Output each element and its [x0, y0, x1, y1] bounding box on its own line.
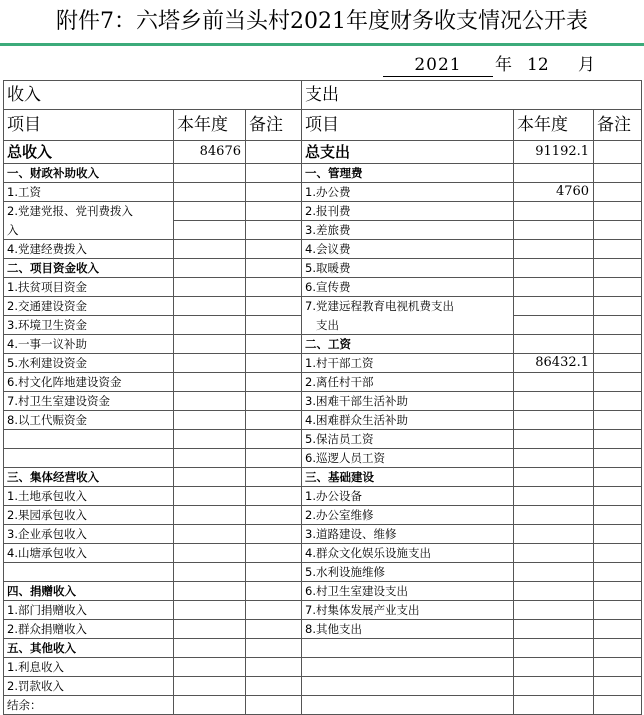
expense-value-cell: [514, 468, 594, 487]
expense-value-cell: [514, 544, 594, 563]
date-month: 12: [527, 55, 549, 75]
expense-item-cell: 8.其他支出: [302, 620, 514, 639]
finance-table: [3, 80, 642, 715]
income-item-cell: 3.企业承包收入: [4, 525, 174, 544]
income-value-cell: [174, 316, 246, 335]
table-row: [4, 297, 642, 316]
table-row: [4, 335, 642, 354]
expense-value-cell: [514, 525, 594, 544]
expense-item-cell: 三、基础建设: [302, 468, 514, 487]
income-value-cell: [174, 506, 246, 525]
income-value-cell: [174, 297, 246, 316]
table-row: [4, 259, 642, 278]
total-income-label: 总收入: [4, 141, 174, 164]
expense-value-cell: [514, 620, 594, 639]
expense-item-cell: 6.宣传费: [302, 278, 514, 297]
expense-value-cell: [514, 411, 594, 430]
income-item-cell: 五、其他收入: [4, 639, 174, 658]
expense-remark-cell: [594, 392, 642, 411]
income-item-cell: 1.部门捐赠收入: [4, 601, 174, 620]
income-remark-cell: [246, 240, 302, 259]
expense-remark-cell: [594, 677, 642, 696]
income-item-cell: 6.村文化阵地建设资金: [4, 373, 174, 392]
table-row: [4, 164, 642, 183]
expense-remark-cell: [594, 487, 642, 506]
income-remark-cell: [246, 297, 302, 316]
expense-value-cell: [514, 696, 594, 715]
expense-remark-cell: [594, 183, 642, 202]
table-row: [4, 639, 642, 658]
income-item-cell: 2.群众捐赠收入: [4, 620, 174, 639]
expense-item-cell: 3.差旅费: [302, 221, 514, 240]
income-remark-cell: [246, 506, 302, 525]
income-remark-cell: [246, 525, 302, 544]
income-value-cell: [174, 544, 246, 563]
expense-item-cell: 1.办公设备: [302, 487, 514, 506]
income-value-cell: [174, 468, 246, 487]
expense-year-header: 本年度: [514, 110, 594, 141]
table-row: [4, 316, 642, 335]
expense-remark-cell: [594, 658, 642, 677]
table-row: [4, 449, 642, 468]
income-value-cell: [174, 601, 246, 620]
income-item-cell: 4.山塘承包收入: [4, 544, 174, 563]
table-row: [4, 525, 642, 544]
expense-value-cell: [514, 202, 594, 221]
expense-remark-cell: [594, 373, 642, 392]
total-expense-value: 91192.1: [514, 141, 594, 164]
income-item-cell: [4, 430, 174, 449]
income-item-header: 项目: [4, 110, 174, 141]
expense-item-cell: [302, 639, 514, 658]
expense-value-cell: [514, 430, 594, 449]
expense-item-cell: 1.村干部工资: [302, 354, 514, 373]
expense-value-cell: [514, 639, 594, 658]
expense-value-cell: [514, 335, 594, 354]
table-row: [4, 202, 642, 221]
income-item-cell: 四、捐赠收入: [4, 582, 174, 601]
expense-value-cell: [514, 259, 594, 278]
report-date: [0, 54, 644, 80]
expense-item-cell: 5.水利设施维修: [302, 563, 514, 582]
expense-item-cell: 二、工资: [302, 335, 514, 354]
income-value-cell: [174, 487, 246, 506]
income-value-cell: [174, 525, 246, 544]
income-remark-cell: [246, 316, 302, 335]
table-row: [4, 582, 642, 601]
total-expense-remark: [594, 141, 642, 164]
income-value-cell: [174, 278, 246, 297]
income-value-cell: [174, 259, 246, 278]
expense-item-header: 项目: [302, 110, 514, 141]
expense-value-cell: [514, 221, 594, 240]
income-item-cell: 2.党建党报、党刊费拨入: [4, 202, 174, 221]
expense-value-cell: [514, 582, 594, 601]
expense-remark-cell: [594, 259, 642, 278]
income-value-cell: [174, 392, 246, 411]
expense-value-cell: [514, 449, 594, 468]
income-item-cell: 4.一事一议补助: [4, 335, 174, 354]
income-remark-cell: [246, 430, 302, 449]
income-item-cell: 三、集体经营收入: [4, 468, 174, 487]
expense-item-cell: 3.困难干部生活补助: [302, 392, 514, 411]
table-row: [4, 601, 642, 620]
total-income-remark: [246, 141, 302, 164]
income-remark-cell: [246, 582, 302, 601]
expense-item-cell: 4.群众文化娱乐设施支出: [302, 544, 514, 563]
expense-item-cell: 2.报刊费: [302, 202, 514, 221]
date-year: 2021: [383, 54, 493, 77]
expense-remark-cell: [594, 468, 642, 487]
income-remark-cell: [246, 620, 302, 639]
income-item-cell: 2.果园承包收入: [4, 506, 174, 525]
expense-item-cell: 5.保洁员工资: [302, 430, 514, 449]
table-row: [4, 354, 642, 373]
income-remark-cell: [246, 487, 302, 506]
table-row: [4, 468, 642, 487]
income-value-cell: [174, 354, 246, 373]
income-item-cell: 5.水利建设资金: [4, 354, 174, 373]
expense-remark-cell: [594, 430, 642, 449]
income-value-cell: [174, 335, 246, 354]
income-remark-cell: [246, 468, 302, 487]
table-row: [4, 696, 642, 715]
expense-item-cell: 7.党建远程教育电视机费支出: [302, 297, 514, 316]
expense-remark-cell: [594, 164, 642, 183]
income-year-header: 本年度: [174, 110, 246, 141]
income-item-cell: 1.工资: [4, 183, 174, 202]
income-value-cell: [174, 221, 246, 240]
expense-item-cell: [302, 677, 514, 696]
income-remark-cell: [246, 563, 302, 582]
table-row: [4, 221, 642, 240]
expense-value-cell: 86432.1: [514, 354, 594, 373]
expense-remark-cell: [594, 411, 642, 430]
income-remark-cell: [246, 411, 302, 430]
income-remark-cell: [246, 335, 302, 354]
expense-remark-cell: [594, 544, 642, 563]
expense-value-cell: [514, 677, 594, 696]
expense-remark-cell: [594, 240, 642, 259]
expense-value-cell: 4760: [514, 183, 594, 202]
income-item-cell: 一、财政补助收入: [4, 164, 174, 183]
expense-remark-header: 备注: [594, 110, 642, 141]
expense-item-cell: [302, 696, 514, 715]
income-item-cell: 4.党建经费拨入: [4, 240, 174, 259]
expense-value-cell: [514, 487, 594, 506]
table-row: [4, 392, 642, 411]
table-row: [4, 563, 642, 582]
income-section-header: 收入: [4, 81, 302, 110]
column-header-row: [4, 110, 642, 141]
income-item-cell: 2.罚款收入: [4, 677, 174, 696]
expense-value-cell: [514, 506, 594, 525]
income-value-cell: [174, 639, 246, 658]
expense-value-cell: [514, 278, 594, 297]
total-income-value: 84676: [174, 141, 246, 164]
income-value-cell: [174, 677, 246, 696]
income-remark-cell: [246, 278, 302, 297]
table-row: [4, 278, 642, 297]
expense-value-cell: [514, 658, 594, 677]
expense-item-cell: 2.离任村干部: [302, 373, 514, 392]
income-value-cell: [174, 430, 246, 449]
income-remark-cell: [246, 221, 302, 240]
table-row: [4, 487, 642, 506]
expense-value-cell: [514, 240, 594, 259]
income-value-cell: [174, 696, 246, 715]
income-item-cell: 1.土地承包收入: [4, 487, 174, 506]
income-value-cell: [174, 411, 246, 430]
expense-section-header: 支出: [302, 81, 642, 110]
total-expense-label: 总支出: [302, 141, 514, 164]
income-remark-cell: [246, 658, 302, 677]
income-remark-header: 备注: [246, 110, 302, 141]
expense-remark-cell: [594, 316, 642, 335]
income-value-cell: [174, 620, 246, 639]
expense-value-cell: [514, 601, 594, 620]
income-remark-cell: [246, 183, 302, 202]
date-year-unit: 年: [495, 55, 512, 75]
totals-row: [4, 141, 642, 164]
table-row: [4, 506, 642, 525]
income-remark-cell: [246, 259, 302, 278]
expense-remark-cell: [594, 601, 642, 620]
income-remark-cell: [246, 373, 302, 392]
income-value-cell: [174, 658, 246, 677]
expense-remark-cell: [594, 525, 642, 544]
income-remark-cell: [246, 639, 302, 658]
expense-remark-cell: [594, 696, 642, 715]
income-value-cell: [174, 449, 246, 468]
income-item-cell: 结余：: [4, 696, 174, 715]
income-remark-cell: [246, 354, 302, 373]
table-row: [4, 411, 642, 430]
expense-value-cell: [514, 297, 594, 316]
expense-value-cell: [514, 392, 594, 411]
expense-remark-cell: [594, 449, 642, 468]
expense-remark-cell: [594, 354, 642, 373]
expense-item-cell: 4.困难群众生活补助: [302, 411, 514, 430]
income-item-cell: 8.以工代赈资金: [4, 411, 174, 430]
expense-remark-cell: [594, 506, 642, 525]
expense-value-cell: [514, 164, 594, 183]
expense-value-cell: [514, 373, 594, 392]
income-value-cell: [174, 373, 246, 392]
table-row: [4, 677, 642, 696]
income-item-cell: 二、项目资金收入: [4, 259, 174, 278]
expense-item-cell: 1.办公费: [302, 183, 514, 202]
section-header-row: [4, 81, 642, 110]
expense-remark-cell: [594, 620, 642, 639]
income-value-cell: [174, 582, 246, 601]
date-month-unit: 月: [578, 55, 595, 75]
income-value-cell: [174, 563, 246, 582]
expense-item-cell: 支出: [302, 316, 514, 335]
table-row: [4, 620, 642, 639]
income-item-cell: 1.利息收入: [4, 658, 174, 677]
expense-value-cell: [514, 563, 594, 582]
income-remark-cell: [246, 449, 302, 468]
income-remark-cell: [246, 677, 302, 696]
income-item-cell: 3.环境卫生资金: [4, 316, 174, 335]
income-item-cell: [4, 563, 174, 582]
expense-item-cell: [302, 658, 514, 677]
expense-item-cell: 一、管理费: [302, 164, 514, 183]
expense-remark-cell: [594, 297, 642, 316]
expense-remark-cell: [594, 582, 642, 601]
income-value-cell: [174, 164, 246, 183]
page-title: 附件7：六塔乡前当头村2021年度财务收支情况公开表: [0, 0, 644, 46]
expense-item-cell: 7.村集体发展产业支出: [302, 601, 514, 620]
income-item-cell: 入: [4, 221, 174, 240]
income-remark-cell: [246, 544, 302, 563]
table-row: [4, 544, 642, 563]
income-value-cell: [174, 183, 246, 202]
income-remark-cell: [246, 601, 302, 620]
expense-item-cell: 5.取暖费: [302, 259, 514, 278]
income-remark-cell: [246, 696, 302, 715]
income-remark-cell: [246, 392, 302, 411]
income-remark-cell: [246, 202, 302, 221]
table-row: [4, 240, 642, 259]
expense-item-cell: 2.办公室维修: [302, 506, 514, 525]
table-row: [4, 430, 642, 449]
expense-remark-cell: [594, 563, 642, 582]
expense-remark-cell: [594, 639, 642, 658]
table-row: [4, 658, 642, 677]
expense-remark-cell: [594, 278, 642, 297]
expense-remark-cell: [594, 202, 642, 221]
income-item-cell: 7.村卫生室建设资金: [4, 392, 174, 411]
expense-item-cell: 6.村卫生室建设支出: [302, 582, 514, 601]
income-remark-cell: [246, 164, 302, 183]
income-item-cell: 2.交通建设资金: [4, 297, 174, 316]
income-item-cell: [4, 449, 174, 468]
expense-remark-cell: [594, 221, 642, 240]
expense-item-cell: 4.会议费: [302, 240, 514, 259]
expense-item-cell: 3.道路建设、维修: [302, 525, 514, 544]
income-value-cell: [174, 202, 246, 221]
expense-remark-cell: [594, 335, 642, 354]
income-value-cell: [174, 240, 246, 259]
income-item-cell: 1.扶贫项目资金: [4, 278, 174, 297]
table-row: [4, 183, 642, 202]
expense-value-cell: [514, 316, 594, 335]
table-row: [4, 373, 642, 392]
expense-item-cell: 6.巡逻人员工资: [302, 449, 514, 468]
